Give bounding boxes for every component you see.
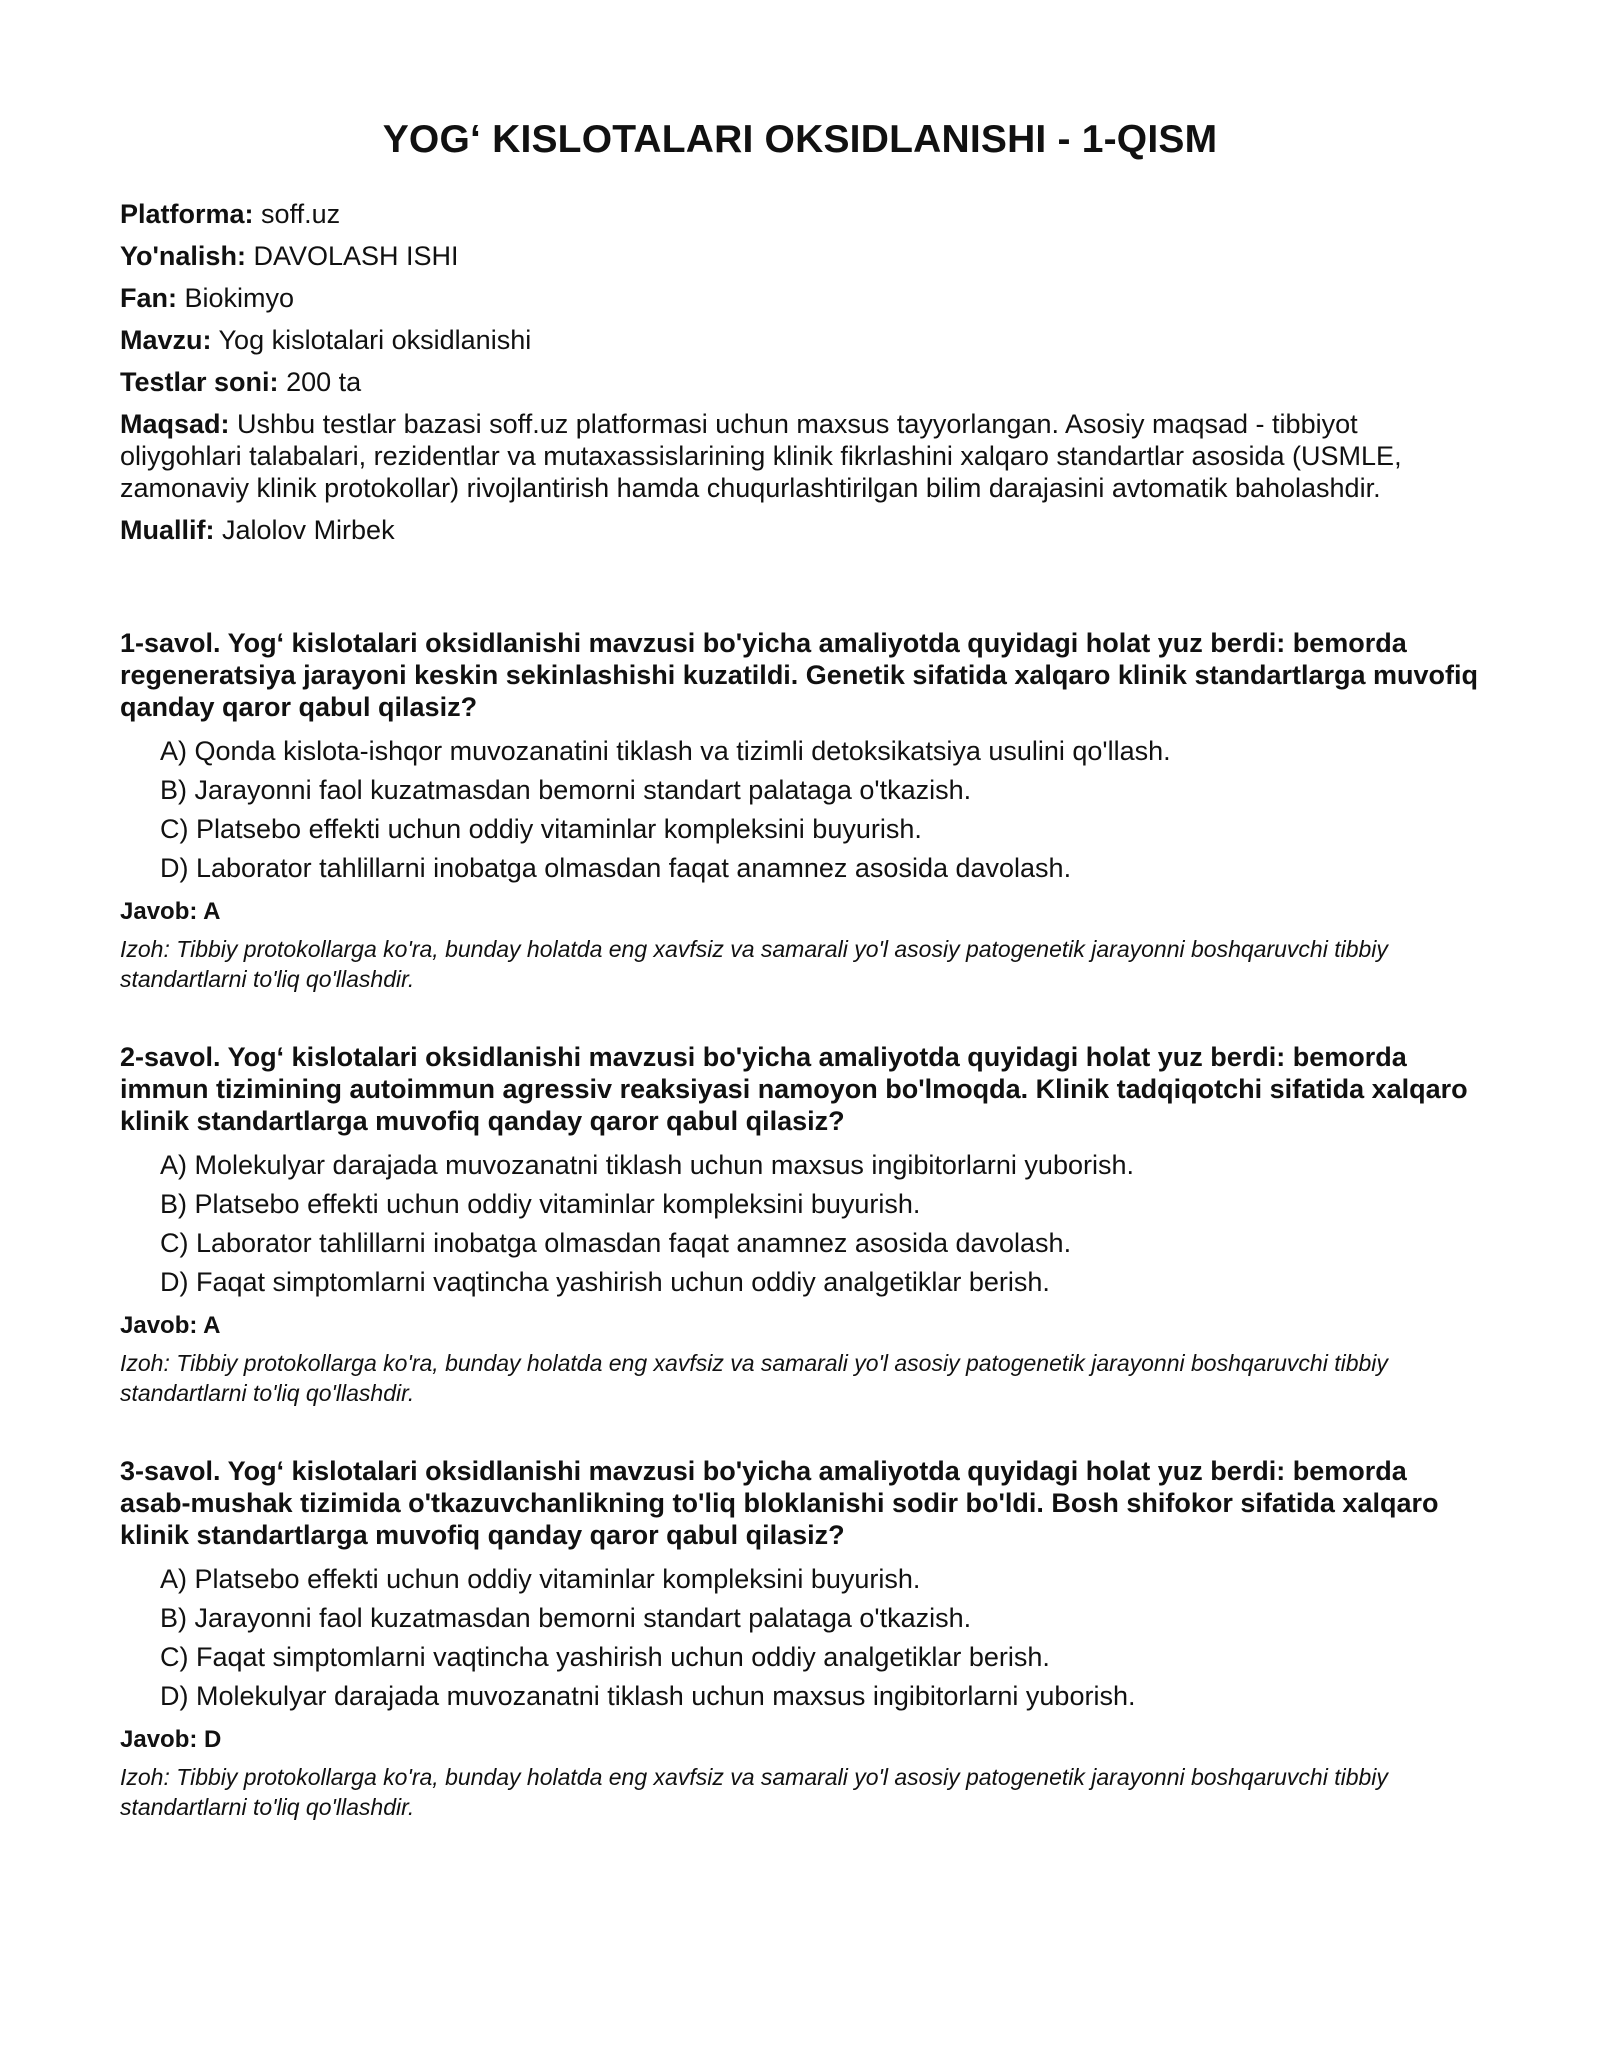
answer-explanation: Izoh: Tibbiy protokollarga ko'ra, bunday holatda eng xavfsiz va samarali yo'l asosiy patogenetik jarayonni boshqaruvchi tibbiy standartlarni to'liq qo'llashdir. [120, 1764, 1388, 1820]
answer-options [160, 1149, 1480, 1298]
option-b: B) Platsebo effekti uchun oddiy vitaminlar kompleksini buyurish. [160, 1189, 921, 1219]
meta-subject [120, 282, 1480, 314]
meta-label: Mavzu: [120, 325, 212, 355]
meta-value: Jalolov Mirbek [222, 515, 395, 545]
meta-label: Fan: [120, 283, 177, 313]
meta-label: Maqsad: [120, 409, 230, 439]
option-a: A) Platsebo effekti uchun oddiy vitaminlar kompleksini buyurish. [160, 1564, 921, 1594]
meta-author [120, 514, 1480, 546]
option-b: B) Jarayonni faol kuzatmasdan bemorni standart palataga o'tkazish. [160, 1603, 972, 1633]
meta-label: Testlar soni: [120, 367, 279, 397]
correct-answer: Javob: A [120, 898, 221, 925]
meta-value: DAVOLASH ISHI [253, 241, 459, 271]
meta-value: 200 ta [286, 367, 362, 397]
option-d: D) Faqat simptomlarni vaqtincha yashirish uchun oddiy analgetiklar berish. [160, 1267, 1050, 1297]
meta-value: Yog kislotalari oksidlanishi [218, 325, 532, 355]
question-list [120, 627, 1480, 1822]
question-1 [120, 627, 1480, 994]
meta-topic [120, 324, 1480, 356]
meta-value: soff.uz [261, 199, 341, 229]
meta-label: Platforma: [120, 199, 254, 229]
option-c: C) Faqat simptomlarni vaqtincha yashirish uchun oddiy analgetiklar berish. [160, 1642, 1050, 1672]
answer-explanation: Izoh: Tibbiy protokollarga ko'ra, bunday holatda eng xavfsiz va samarali yo'l asosiy patogenetik jarayonni boshqaruvchi tibbiy standartlarni to'liq qo'llashdir. [120, 936, 1388, 992]
meta-direction [120, 240, 1480, 272]
correct-answer: Javob: A [120, 1312, 221, 1339]
answer-options [160, 735, 1480, 884]
option-a: A) Molekulyar darajada muvozanatni tiklash uchun maxsus ingibitorlarni yuborish. [160, 1150, 1134, 1180]
option-a: A) Qonda kislota-ishqor muvozanatini tiklash va tizimli detoksikatsiya usulini qo'llash. [160, 736, 1171, 766]
meta-value: Biokimyo [184, 283, 295, 313]
question-text: 1-savol. Yog‘ kislotalari oksidlanishi mavzusi bo'yicha amaliyotda quyidagi holat yuz berdi: bemorda regeneratsiya jarayoni keskin sekinlashishi kuzatildi. Genetik sifatida xalqaro klinik standartlarga muvofiq qanday qaror qabul qilasiz? [120, 628, 1479, 722]
answer-options [160, 1563, 1480, 1712]
question-text: 3-savol. Yog‘ kislotalari oksidlanishi mavzusi bo'yicha amaliyotda quyidagi holat yuz berdi: bemorda asab-mushak tizimida o'tkazuvchanlikning to'liq bloklanishi sodir bo'ldi. Bosh shifokor sifatida xalqaro klinik standartlarga muvofiq qanday qaror qabul qilasiz? [120, 1456, 1439, 1550]
meta-label: Yo'nalish: [120, 241, 246, 271]
option-c: C) Laborator tahlillarni inobatga olmasdan faqat anamnez asosida davolash. [160, 1228, 1072, 1258]
option-b: B) Jarayonni faol kuzatmasdan bemorni standart palataga o'tkazish. [160, 775, 972, 805]
meta-test-count [120, 366, 1480, 398]
question-2 [120, 1041, 1480, 1408]
option-d: D) Molekulyar darajada muvozanatni tiklash uchun maxsus ingibitorlarni yuborish. [160, 1681, 1136, 1711]
option-c: C) Platsebo effekti uchun oddiy vitaminlar kompleksini buyurish. [160, 814, 922, 844]
meta-label: Muallif: [120, 515, 215, 545]
document-meta [120, 198, 1480, 546]
correct-answer: Javob: D [120, 1726, 222, 1753]
question-text: 2-savol. Yog‘ kislotalari oksidlanishi mavzusi bo'yicha amaliyotda quyidagi holat yuz berdi: bemorda immun tizimining autoimmun agressiv reaksiyasi namoyon bo'lmoqda. Klinik tadqiqotchi sifatida xalqaro klinik standartlarga muvofiq qanday qaror qabul qilasiz? [120, 1042, 1468, 1136]
option-d: D) Laborator tahlillarni inobatga olmasdan faqat anamnez asosida davolash. [160, 853, 1072, 883]
meta-goal [120, 408, 1480, 504]
meta-platform [120, 198, 1480, 230]
meta-value: Ushbu testlar bazasi soff.uz platformasi uchun maxsus tayyorlangan. Asosiy maqsad - tibbiyot oliygohlari talabalari, rezidentlar va mutaxassislarining klinik fikrlashini xalqaro standartlar asosida (USMLE, zamonaviy klinik protokollar) rivojlantirish hamda chuqurlashtirilgan bilim darajasini avtomatik baholashdir. [120, 409, 1402, 503]
answer-explanation: Izoh: Tibbiy protokollarga ko'ra, bunday holatda eng xavfsiz va samarali yo'l asosiy patogenetik jarayonni boshqaruvchi tibbiy standartlarni to'liq qo'llashdir. [120, 1350, 1388, 1406]
page-title: YOG‘ KISLOTALARI OKSIDLANISHI - 1-QISM [382, 118, 1218, 161]
question-3 [120, 1455, 1480, 1822]
